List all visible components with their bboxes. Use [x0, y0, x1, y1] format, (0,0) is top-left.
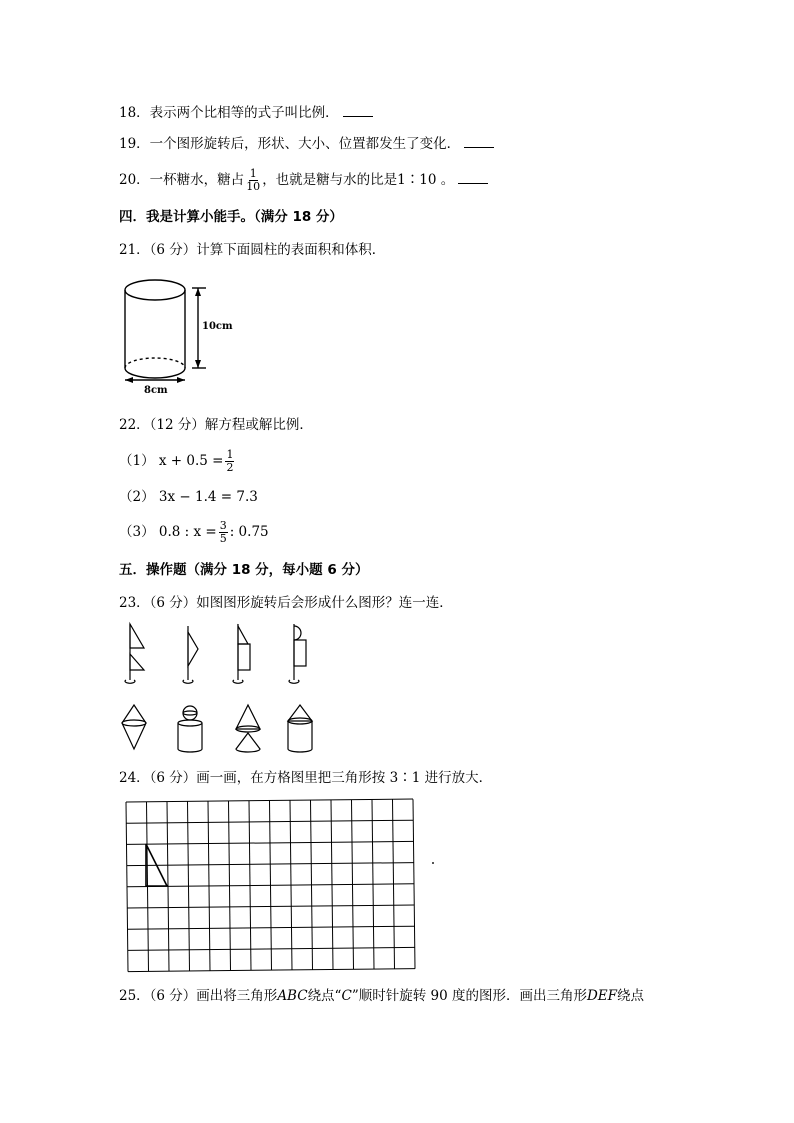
question-23-text: 23．（6 分）如图图形旋转后会形成什么图形？连一连．	[119, 595, 453, 611]
fraction	[246, 168, 260, 193]
answer-blank[interactable]	[464, 134, 494, 148]
equation-1	[119, 449, 236, 474]
cone-cylinder-solid	[288, 705, 312, 752]
fraction-denominator: 2	[226, 461, 234, 474]
cylinder-top	[125, 280, 185, 300]
equation-3	[119, 520, 269, 545]
plane-figures-row	[122, 622, 322, 687]
equation-1-expr: x + 0.5 =	[158, 453, 224, 469]
question-24-text: 24．（6 分）画一画，在方格图里把三角形按 3∶1 进行放大．	[119, 770, 493, 786]
question-25	[119, 986, 644, 1006]
diameter-label: 8cm	[144, 385, 168, 396]
equation-3-expr-a: 0.8 : x =	[158, 524, 217, 540]
question-20	[119, 168, 488, 193]
equation-2-expr: 3x − 1.4 = 7.3	[158, 489, 258, 505]
question-19-text: 19．一个图形旋转后，形状、大小、位置都发生了变化．	[119, 136, 461, 152]
fraction-numerator: 3	[219, 519, 227, 532]
question-18-text: 18．表示两个比相等的式子叫比例．	[119, 105, 339, 121]
fraction-denominator: 5	[219, 532, 227, 545]
fraction	[225, 449, 234, 474]
plane-figure-2	[183, 626, 198, 683]
diameter-arrowhead-right	[177, 377, 185, 383]
triangle-abc-label: ABC	[277, 988, 308, 1004]
fraction-numerator: 1	[249, 167, 257, 180]
answer-blank[interactable]	[458, 170, 488, 184]
question-25-text-a: 25．（6 分）画出将三角形	[119, 988, 278, 1004]
plane-figure-4	[289, 624, 306, 683]
double-cone-solid	[122, 705, 146, 749]
question-25-text-d: 绕点	[617, 988, 645, 1004]
plane-figure-3	[233, 624, 250, 683]
question-18	[119, 103, 373, 123]
equation-3-expr-b: : 0.75	[229, 524, 269, 540]
question-25-text-c: ”顺时针旋转 90 度的图形．画出三角形	[351, 988, 587, 1004]
question-20-suffix: ，也就是糖与水的比是1∶10 。	[262, 172, 455, 188]
two-cones-solid	[236, 705, 260, 752]
fraction	[219, 520, 228, 545]
equation-2-label: （2）	[119, 489, 155, 505]
question-25-text-b: 绕点“	[307, 988, 342, 1004]
square-grid	[126, 792, 426, 982]
equation-1-label: （1）	[119, 453, 155, 469]
height-arrowhead-up	[195, 288, 201, 296]
sphere-cylinder-solid	[178, 706, 202, 752]
diameter-arrowhead-left	[125, 377, 133, 383]
question-20-text: 20．一杯糖水，糖占	[119, 172, 245, 188]
equation-2	[119, 487, 258, 507]
question-19	[119, 134, 494, 154]
question-21-text: 21．（6 分）计算下面圆柱的表面积和体积．	[119, 242, 386, 258]
point-c-label: C	[341, 988, 352, 1004]
height-label: 10cm	[202, 321, 233, 332]
section-5-title: 五．操作题（满分 18 分，每小题 6 分）	[119, 562, 369, 578]
cylinder-bottom-back	[125, 358, 185, 368]
stray-dot	[432, 862, 434, 864]
height-arrowhead-down	[195, 360, 201, 368]
question-22-text: 22．（12 分）解方程或解比例．	[119, 417, 313, 433]
fraction-denominator: 10	[246, 180, 261, 193]
section-4-title: 四．我是计算小能手。（满分 18 分）	[119, 209, 343, 225]
equation-3-label: （3）	[119, 524, 155, 540]
cylinder-bottom-front	[125, 368, 185, 378]
triangle-def-label: DEF	[586, 988, 618, 1004]
plane-figure-1	[125, 624, 144, 683]
answer-blank[interactable]	[343, 103, 373, 117]
cylinder-figure	[118, 274, 238, 394]
fraction-numerator: 1	[226, 448, 234, 461]
solid-figures-row	[122, 703, 332, 755]
